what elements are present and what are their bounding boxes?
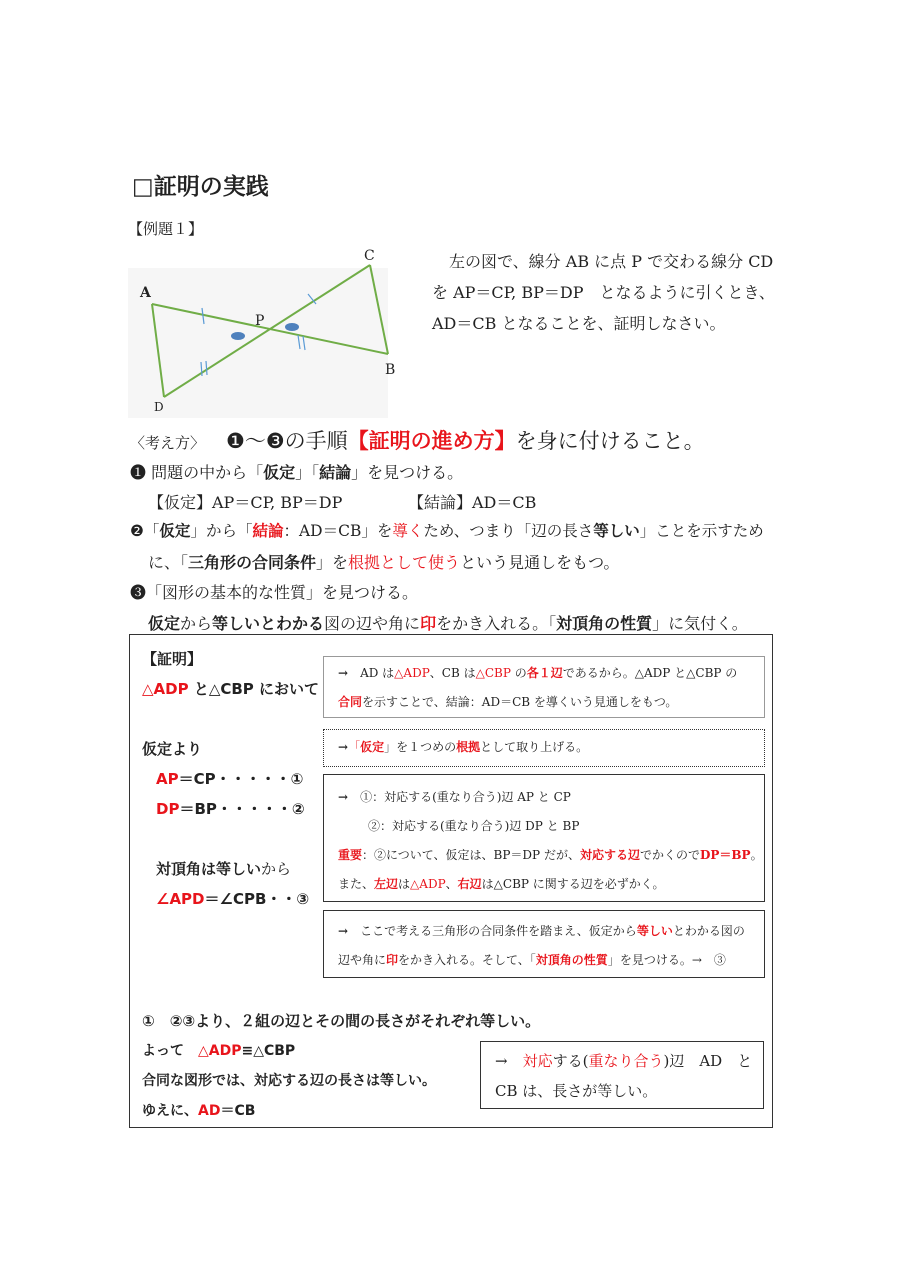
- proof-summary: ① ②③より、２組の辺とその間の長さがそれぞれ等しい。: [142, 1012, 541, 1030]
- step-1-conclusion: 【結論】AD＝CB: [408, 493, 537, 512]
- problem-line-2: を AP＝CP, BP＝DP となるように引くとき、: [432, 283, 775, 302]
- note-5: → 対応する(重なり合う)辺 AD と CB は、長さが等しい。: [480, 1041, 764, 1109]
- geometry-figure: [128, 240, 408, 420]
- proof-congruent-figures: 合同な図形では、対応する辺の長さは等しい。: [142, 1073, 436, 1089]
- proof-from-hypothesis: 仮定より: [142, 740, 203, 758]
- proof-heading: 【証明】: [142, 650, 203, 668]
- step-3-line-1: ❸「図形の基本的な性質」を見つける。: [130, 583, 419, 602]
- step-1: ❶ 問題の中から「仮定」「結論」を見つける。: [130, 463, 464, 482]
- note-2: →「仮定」を１つめの根拠として取り上げる。: [323, 729, 765, 767]
- angle-mark-apd: [231, 332, 245, 340]
- note-3: → ①：対応する(重なり合う)辺 AP と CP ②：対応する(重なり合う)辺 DP と BP 重要：②について、仮定は、BP＝DP だが、対応する辺でかくのでDP＝BP。 また、左辺は△ADP、右辺は△CBP に関する辺を必ずかく。: [323, 774, 765, 902]
- approach-heading: ❶〜❸の手順【証明の進め方】を身に付けること。: [226, 429, 705, 453]
- proof-congruence: よって △ADP≡△CBP: [142, 1043, 296, 1059]
- note-4: → ここで考える三角形の合同条件を踏まえ、仮定から等しいとわかる図の 辺や角に印をかき入れる。そして、「対頂角の性質」を見つける。→ ③: [323, 910, 765, 978]
- proof-equation-3: ∠APD＝∠CPB・・③: [156, 890, 310, 908]
- proof-conclusion: ゆえに、AD＝CB: [142, 1103, 256, 1119]
- step-3-line-2: 仮定から等しいとわかる図の辺や角に印をかき入れる。「対頂角の性質」に気付く。: [148, 614, 748, 633]
- label-d: D: [154, 400, 164, 414]
- proof-equation-2: DP＝BP・・・・・②: [156, 800, 305, 818]
- label-a: A: [140, 285, 151, 301]
- approach-label: 〈考え方〉: [130, 434, 206, 452]
- proof-triangles: △ADP と△CBP において: [142, 680, 320, 698]
- note-1: → AD は△ADP、CB は△CBP の各１辺であるから。△ADP と△CBP の 合同を示すことで、結論：AD＝CB を導くいう見通しをもつ。: [323, 656, 765, 718]
- step-2-line-1: ❷「仮定」から「結論：AD＝CB」を導くため、つまり「辺の長さ等しい」ことを示すため: [130, 522, 764, 540]
- problem-line-1: 左の図で、線分 AB に点 P で交わる線分 CD: [449, 252, 774, 271]
- problem-line-3: AD＝CB となることを、証明しなさい。: [432, 314, 726, 333]
- example-label: 【例題１】: [128, 220, 204, 238]
- proof-vertical-angles: 対頂角は等しいから: [156, 860, 292, 878]
- step-1-hypothesis: 【仮定】AP＝CP, BP＝DP: [148, 493, 343, 512]
- label-p: P: [255, 313, 265, 329]
- angle-mark-cpb: [285, 323, 299, 331]
- step-2-line-2: に、「三角形の合同条件」を根拠として使うという見通しをもつ。: [148, 553, 620, 572]
- label-b: B: [385, 362, 396, 378]
- proof-equation-1: AP＝CP・・・・・①: [156, 770, 304, 788]
- label-c: C: [364, 248, 375, 264]
- page-title: □証明の実践: [132, 174, 269, 200]
